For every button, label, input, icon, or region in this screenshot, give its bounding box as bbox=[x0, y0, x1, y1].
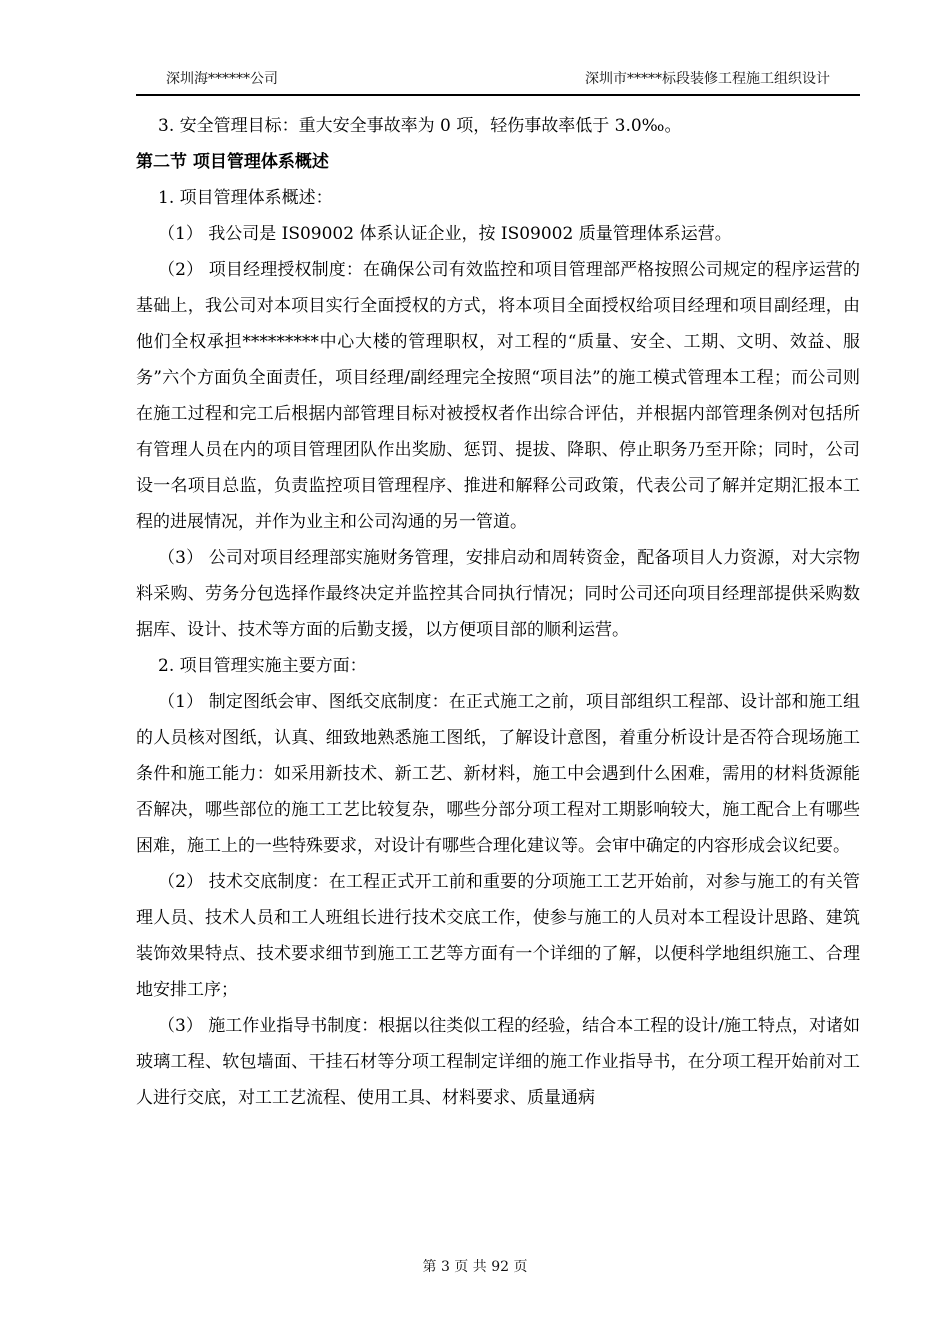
page-header bbox=[136, 64, 860, 96]
document-body bbox=[136, 108, 860, 1116]
paragraph: 2. 项目管理实施主要方面： bbox=[158, 656, 367, 676]
page-number: 第 3 页 共 92 页 bbox=[422, 1259, 528, 1275]
header-document-title: 深圳市*****标段装修工程施工组织设计 bbox=[585, 71, 830, 87]
paragraph: （1） 制定图纸会审、图纸交底制度：在正式施工之前，项目部组织工程部、设计部和施工组的人员核对图纸，认真、细致地熟悉施工图纸，了解设计意图，着重分析设计是否符合现场施工条件和施工能力：如采用新技术、新工艺、新材料，施工中会遇到什么困难，需用的材料货源能否解决，哪些部位的施工工艺比较复杂，哪些分部分项工程对工期影响较大，施工配合上有哪些困难，施工上的一些特殊要求，对设计有哪些合理化建议等。会审中确定的内容形成会议纪要。 bbox=[136, 692, 860, 856]
paragraph: （2） 技术交底制度：在工程正式开工前和重要的分项施工工艺开始前，对参与施工的有关管理人员、技术人员和工人班组长进行技术交底工作，使参与施工的人员对本工程设计思路、建筑装饰效果特点、技术要求细节到施工工艺等方面有一个详细的了解，以便科学地组织施工、合理地安排工序； bbox=[136, 872, 860, 1000]
section-heading: 第二节 项目管理体系概述 bbox=[136, 152, 329, 172]
paragraph: 3. 安全管理目标：重大安全事故率为 0 项，轻伤事故率低于 3.0‰。 bbox=[158, 116, 682, 136]
paragraph: （2） 项目经理授权制度：在确保公司有效监控和项目管理部严格按照公司规定的程序运营的基础上，我公司对本项目实行全面授权的方式，将本项目全面授权给项目经理和项目副经理，由他们全权承担*********中心大楼的管理职权，对工程的“质量、安全、工期、文明、效益、服务”六个方面负全面责任，项目经理/副经理完全按照“项目法”的施工模式管理本工程；而公司则在施工过程和完工后根据内部管理目标对被授权者作出综合评估，并根据内部管理条例对包括所有管理人员在内的项目管理团队作出奖励、惩罚、提拔、降职、停止职务乃至开除；同时，公司设一名项目总监，负责监控项目管理程序、推进和解释公司政策，代表公司了解并定期汇报本工程的进展情况，并作为业主和公司沟通的另一管道。 bbox=[136, 260, 860, 532]
paragraph: （1） 我公司是 IS09002 体系认证企业，按 IS09002 质量管理体系运营。 bbox=[158, 224, 732, 244]
paragraph: （3） 施工作业指导书制度：根据以往类似工程的经验，结合本工程的设计/施工特点，对诸如玻璃工程、软包墙面、干挂石材等分项工程制定详细的施工作业指导书，在分项工程开始前对工人进行交底，对工工艺流程、使用工具、材料要求、质量通病 bbox=[136, 1016, 860, 1108]
paragraph: （3） 公司对项目经理部实施财务管理，安排启动和周转资金，配备项目人力资源，对大宗物料采购、劳务分包选择作最终决定并监控其合同执行情况；同时公司还向项目经理部提供采购数据库、设计、技术等方面的后勤支援，以方便项目部的顺利运营。 bbox=[136, 548, 860, 640]
paragraph: 1. 项目管理体系概述： bbox=[158, 188, 333, 208]
page-footer bbox=[0, 1256, 950, 1276]
header-company: 深圳海******公司 bbox=[166, 71, 278, 87]
